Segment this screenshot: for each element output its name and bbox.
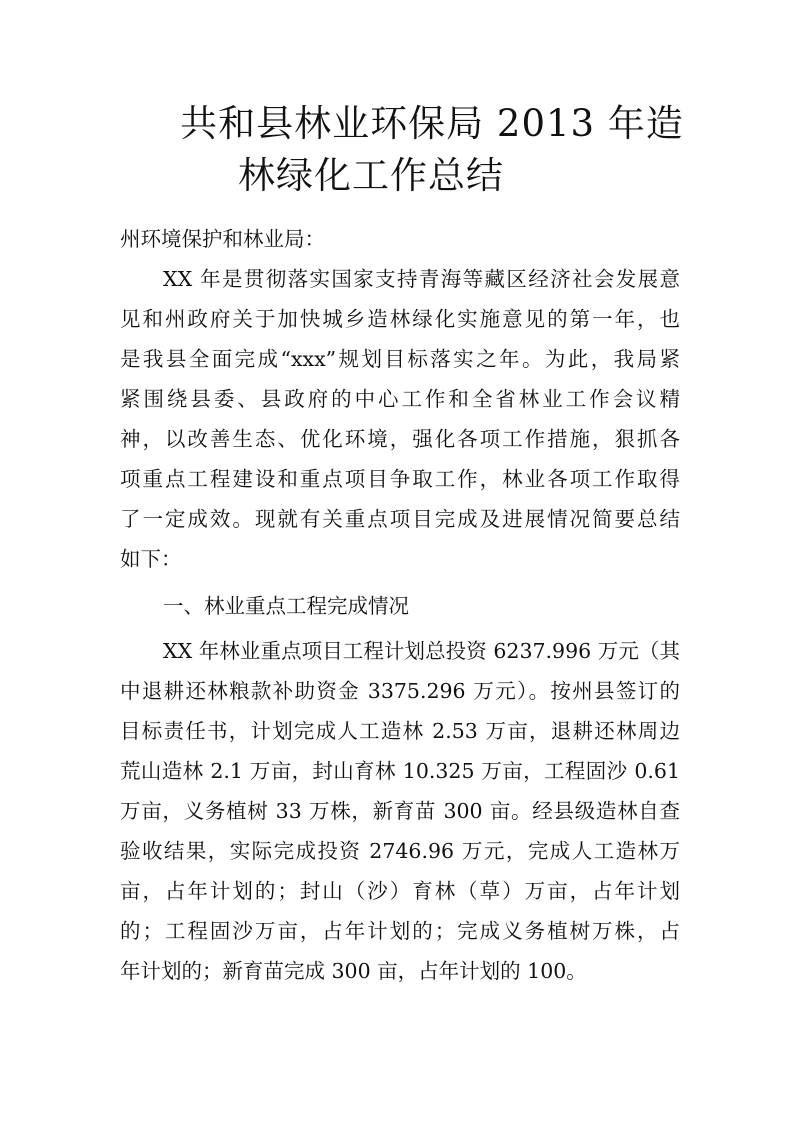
paragraph-2-line: 目标责任书，计划完成人工造林 2.53 万亩，退耕还林周边 — [120, 719, 680, 743]
paragraph-1-line: XX 年是贯彻落实国家支持青海等藏区经济社会发展意 — [163, 267, 680, 291]
paragraph-2-line: 验收结果，实际完成投资 2746.96 万元，完成人工造林万 — [120, 839, 680, 863]
paragraph-1-line: 见和州政府关于加快城乡造林绿化实施意见的第一年，也 — [120, 307, 680, 331]
section-heading: 一、林业重点工程完成情况 — [163, 594, 409, 618]
paragraph-2-line: 中退耕还林粮款补助资金 3375.296 万元）。按州县签订的 — [120, 679, 680, 703]
paragraph-2-line: 亩，占年计划的；封山（沙）育林（草）万亩，占年计划 — [120, 879, 680, 903]
paragraph-1-line: 项重点工程建设和重点项目争取工作，林业各项工作取得 — [120, 467, 680, 491]
document-title-line-1: 共和县林业环保局 2013 年造 — [180, 102, 684, 145]
paragraph-2-line: 万亩，义务植树 33 万株，新育苗 300 亩。经县级造林自查 — [120, 799, 680, 823]
paragraph-1-line: 神，以改善生态、优化环境，强化各项工作措施，狠抓各 — [120, 427, 680, 451]
paragraph-1-line: 了一定成效。现就有关重点项目完成及进展情况简要总结 — [120, 507, 680, 531]
paragraph-1-line: 紧围绕县委、县政府的中心工作和全省林业工作会议精 — [120, 387, 680, 411]
paragraph-2-line: 荒山造林 2.1 万亩，封山育林 10.325 万亩，工程固沙 0.61 — [120, 759, 680, 783]
paragraph-1-line: 是我县全面完成“xxx”规划目标落实之年。为此，我局紧 — [120, 347, 680, 371]
paragraph-2-line: XX 年林业重点项目工程计划总投资 6237.996 万元（其 — [163, 639, 680, 663]
salutation: 州环境保护和林业局： — [120, 227, 325, 251]
paragraph-2-line: 年计划的；新育苗完成 300 亩，占年计划的 100。 — [120, 959, 587, 983]
paragraph-1-line: 如下： — [120, 547, 182, 571]
paragraph-2-line: 的；工程固沙万亩，占年计划的；完成义务植树万株，占 — [120, 919, 680, 943]
document-title-line-2: 林绿化工作总结 — [238, 154, 504, 197]
